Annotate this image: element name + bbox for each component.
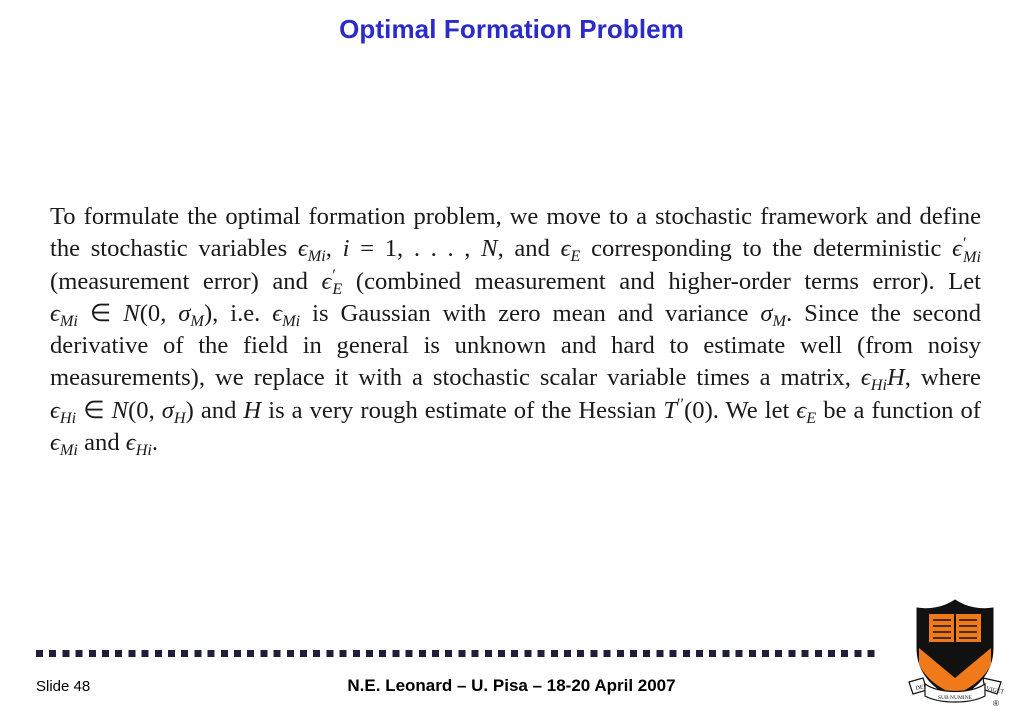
footer-citation: N.E. Leonard – U. Pisa – 18-20 April 2007: [347, 676, 676, 695]
math-epsilon-mi-distribution: $\epsilon_{Mi}$ ∈ N(0, $\sigma_M$): [50, 299, 213, 331]
slide-title: Optimal Formation Problem: [339, 14, 684, 44]
math-epsilon-hi: $\epsilon_{Hi}$: [125, 429, 152, 460]
math-i: i: [342, 235, 350, 263]
body-text-segment: is a very rough estimate of the Hessian: [268, 396, 657, 424]
math-h: H: [243, 396, 262, 424]
math-epsilon-mi: $\epsilon_{Mi}$: [297, 235, 326, 266]
body-text-segment: is Gaussian with zero mean and variance: [312, 299, 749, 327]
body-text-segment: , i.e.: [212, 299, 261, 327]
math-epsilon-prime-e: ϵ ′ E: [321, 266, 343, 299]
body-text-segment: . Since the second derivative of the field in general is unknown and hard to estimate well (from noisy measurements), we replace it with a stochastic scalar variable times a matrix,: [50, 299, 982, 392]
registered-mark: ®: [993, 699, 999, 708]
body-text-segment: (combined measurement and higher-order terms error). Let: [355, 267, 981, 295]
math-epsilon-e: $\epsilon_E$: [796, 396, 817, 427]
crest-motto-right: VIGET: [985, 686, 1005, 696]
math-epsilon-hi-h: $\epsilon_{Hi}H$: [860, 364, 905, 395]
body-text-segment: and: [84, 429, 120, 457]
math-sigma-m: $\sigma_M$: [760, 299, 787, 331]
body-text-segment: and: [200, 396, 237, 424]
math-epsilon-hi-distribution: $\epsilon_{Hi}$ ∈ N(0, $\sigma_H$): [50, 396, 194, 427]
crest-motto-center: SUB NUMINE: [937, 695, 973, 701]
body-text-segment: , and: [497, 235, 550, 263]
crest-motto-left: DEI: [915, 684, 927, 692]
body-text-segment: ,: [325, 235, 332, 263]
math-n: N: [481, 235, 498, 263]
math-epsilon-mi: $\epsilon_{Mi}$: [272, 299, 301, 331]
math-epsilon-prime-mi: ϵ ′ Mi: [952, 234, 982, 266]
body-text-segment: , where: [904, 364, 981, 392]
body-text-segment: = 1, . . . ,: [360, 235, 471, 263]
body-text-segment: corresponding to the deterministic: [591, 235, 942, 263]
math-hessian: T′′(0): [663, 394, 713, 424]
math-epsilon-e: $\epsilon_E$: [560, 235, 581, 266]
body-text-segment: .: [151, 429, 159, 457]
body-text-segment: be a function of: [823, 396, 981, 424]
slide-number: Slide 48: [36, 678, 91, 695]
body-text-segment: To formulate the optimal formation problem, we move to a stochastic framework and define the stochastic variables: [50, 203, 981, 263]
body-text-segment: (measurement error) and: [50, 267, 308, 295]
body-paragraph: [50, 201, 981, 459]
footer-divider: [36, 650, 876, 657]
princeton-crest-logo: [905, 598, 1005, 708]
body-text-segment: . We let: [712, 396, 790, 424]
math-epsilon-mi: $\epsilon_{Mi}$: [50, 429, 78, 460]
